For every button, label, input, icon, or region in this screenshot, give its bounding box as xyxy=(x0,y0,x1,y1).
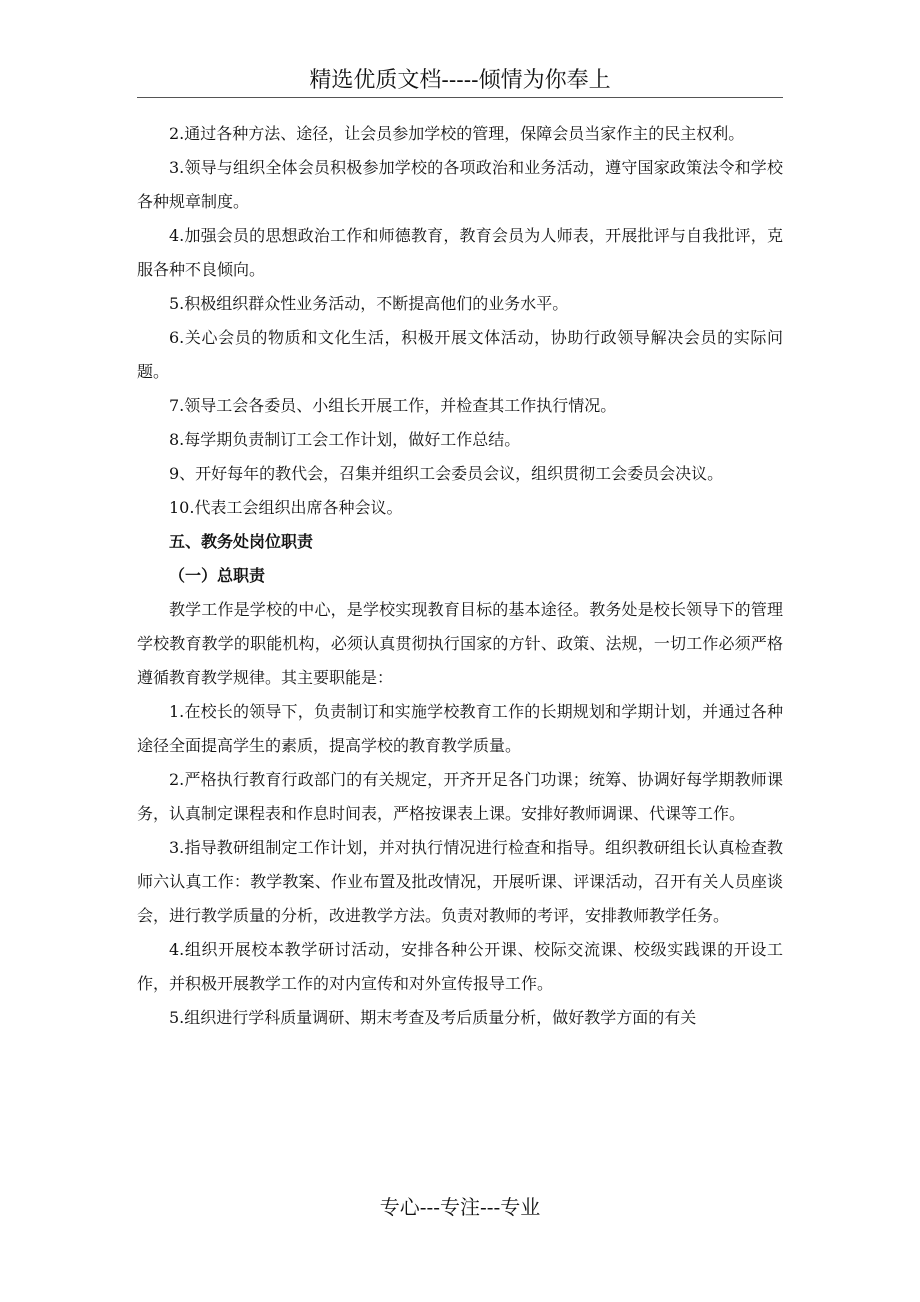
paragraph: 2.通过各种方法、途径，让会员参加学校的管理，保障会员当家作主的民主权利。 xyxy=(169,124,745,143)
paragraph: 5.组织进行学科质量调研、期末考查及考后质量分析，做好教学方面的有关 xyxy=(169,1008,697,1027)
header-divider xyxy=(137,97,783,98)
paragraph: 10.代表工会组织出席各种会议。 xyxy=(169,498,403,517)
paragraph: 6.关心会员的物质和文化生活，积极开展文体活动，协助行政领导解决会员的实际问题。 xyxy=(137,328,783,381)
paragraph: 教学工作是学校的中心，是学校实现教育目标的基本途径。教务处是校长领导下的管理学校教育教学的职能机构，必须认真贯彻执行国家的方针、政策、法规，一切工作必须严格遵循教育教学规律。其主要职能是： xyxy=(137,600,783,687)
section-heading: 五、教务处岗位职责 xyxy=(169,532,314,551)
paragraph: 3.领导与组织全体会员积极参加学校的各项政治和业务活动，遵守国家政策法令和学校各种规章制度。 xyxy=(137,158,783,211)
page-footer: 专心---专注---专业 xyxy=(379,1195,541,1219)
paragraph: 1.在校长的领导下，负责制订和实施学校教育工作的长期规划和学期计划，并通过各种途径全面提高学生的素质，提高学校的教育教学质量。 xyxy=(137,702,783,755)
paragraph: 9、开好每年的教代会，召集并组织工会委员会议，组织贯彻工会委员会决议。 xyxy=(169,464,724,483)
paragraph: 4.加强会员的思想政治工作和师德教育，教育会员为人师表，开展批评与自我批评，克服各种不良倾向。 xyxy=(137,226,783,279)
paragraph: 7.领导工会各委员、小组长开展工作，并检查其工作执行情况。 xyxy=(169,396,617,415)
paragraph: 8.每学期负责制订工会工作计划，做好工作总结。 xyxy=(169,430,521,449)
paragraph: 4.组织开展校本教学研讨活动，安排各种公开课、校际交流课、校级实践课的开设工作，并积极开展教学工作的对内宣传和对外宣传报导工作。 xyxy=(137,940,783,993)
paragraph: 5.积极组织群众性业务活动，不断提高他们的业务水平。 xyxy=(169,294,569,313)
document-body xyxy=(137,117,783,1035)
subsection-heading: （一）总职责 xyxy=(169,566,266,585)
page-header: 精选优质文档-----倾情为你奉上 xyxy=(309,68,611,93)
paragraph: 3.指导教研组制定工作计划，并对执行情况进行检查和指导。组织教研组长认真检查教师六认真工作：教学教案、作业布置及批改情况，开展听课、评课活动，召开有关人员座谈会，进行教学质量的分析，改进教学方法。负责对教师的考评，安排教师教学任务。 xyxy=(137,838,783,925)
paragraph: 2.严格执行教育行政部门的有关规定，开齐开足各门功课；统筹、协调好每学期教师课务，认真制定课程表和作息时间表，严格按课表上课。安排好教师调课、代课等工作。 xyxy=(137,770,783,823)
